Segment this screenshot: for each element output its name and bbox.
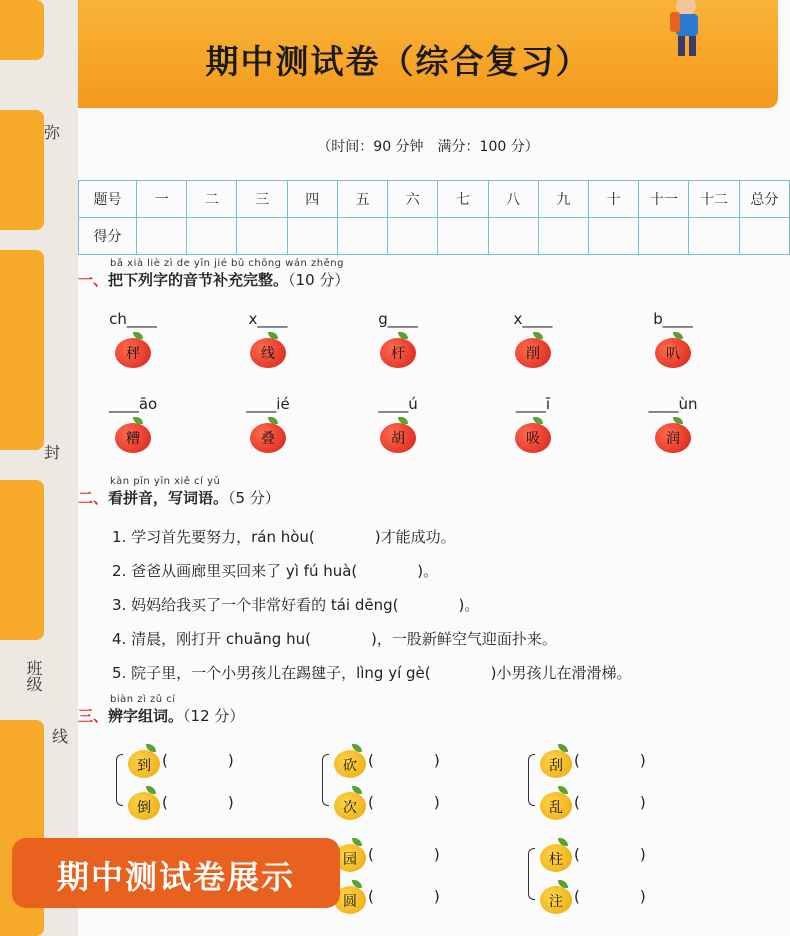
score-cell[interactable]	[488, 218, 538, 255]
answer-blank[interactable]: ( )	[162, 751, 234, 770]
word-pair	[538, 744, 646, 820]
question-line[interactable]: 5. 院子里，一个小男孩儿在踢毽子，lìng yí gè( )小男孩儿在滑滑梯。	[112, 664, 632, 682]
section-number: 三、	[78, 707, 109, 725]
list-item	[223, 395, 313, 457]
answer-blank[interactable]: ( )	[368, 887, 440, 906]
list-item	[353, 395, 443, 457]
answer-blank[interactable]: ( )	[368, 751, 440, 770]
score-cell[interactable]	[287, 218, 337, 255]
apple-char: 削	[526, 346, 540, 362]
page-title: 期中测试卷（综合复习）	[205, 42, 591, 81]
section-title	[78, 705, 244, 726]
list-item	[353, 310, 443, 372]
word-pair	[332, 838, 440, 914]
apple-char: 吸	[526, 431, 540, 447]
binding-label: 线	[52, 727, 69, 746]
pear-icon	[538, 880, 574, 914]
section-title-text: 把下列字的音节补充完整。	[108, 271, 289, 289]
section-title	[78, 269, 349, 290]
answer-blank[interactable]: ( )	[574, 887, 646, 906]
score-cell[interactable]	[739, 218, 789, 255]
pear-icon	[538, 786, 574, 820]
pear-char: 到	[137, 758, 151, 774]
pear-icon	[332, 744, 368, 778]
title-banner	[78, 0, 778, 108]
binding-label: 封	[44, 443, 61, 462]
boy-illustration-icon	[648, 0, 718, 60]
answer-blank[interactable]: ( )	[368, 845, 440, 864]
pinyin-blank[interactable]: ____ī	[515, 395, 551, 413]
exam-info: （时间：90 分钟 满分：100 分）	[317, 139, 539, 155]
question-line[interactable]: 2. 爸爸从画廊里买回来了 yì fú huà( )。	[112, 562, 439, 580]
pinyin-blank[interactable]: g____	[378, 310, 418, 328]
list-item	[628, 395, 718, 457]
promo-banner	[12, 838, 340, 908]
pinyin-blank[interactable]: ____ié	[246, 395, 290, 413]
binding-label: 弥	[44, 123, 61, 142]
brace-icon	[528, 754, 535, 806]
table-cell: 三	[237, 181, 287, 218]
section-number: 一、	[78, 271, 109, 289]
apple-char: 秤	[126, 346, 140, 362]
section-score: （5 分）	[228, 489, 280, 507]
apple-icon	[250, 334, 286, 368]
section-pinyin: biàn zì zǔ cí	[110, 694, 176, 705]
question-line[interactable]: 1. 学习首先要努力，rán hòu( )才能成功。	[112, 528, 456, 546]
score-cell[interactable]	[639, 218, 689, 255]
word-pair	[332, 744, 440, 820]
apple-icon	[115, 334, 151, 368]
score-cell[interactable]	[237, 218, 287, 255]
apple-char: 胡	[391, 431, 405, 447]
score-cell[interactable]	[388, 218, 438, 255]
apple-char: 润	[666, 431, 680, 447]
pinyin-blank[interactable]: ____āo	[108, 395, 158, 413]
pear-char: 圆	[343, 894, 357, 910]
list-item	[488, 395, 578, 457]
section-pinyin: bǎ xià liè zì de yīn jié bǔ chōng wán zhěng	[110, 258, 344, 269]
section-number: 二、	[78, 489, 109, 507]
apple-char: 杆	[391, 346, 405, 362]
apple-icon	[380, 419, 416, 453]
apple-char: 叭	[666, 346, 680, 362]
pinyin-blank[interactable]: x____	[248, 310, 288, 328]
apple-char: 线	[261, 346, 275, 362]
pear-char: 注	[549, 894, 563, 910]
brace-icon	[528, 848, 535, 900]
pinyin-blank[interactable]: ____ùn	[648, 395, 698, 413]
pear-char: 园	[343, 852, 357, 868]
binding-tab	[0, 0, 44, 60]
apple-icon	[250, 419, 286, 453]
table-cell: 七	[438, 181, 488, 218]
list-item	[488, 310, 578, 372]
section-3	[78, 694, 244, 726]
table-cell: 十二	[689, 181, 739, 218]
promo-banner-text: 期中测试卷展示	[56, 858, 295, 896]
pinyin-blank[interactable]: x____	[513, 310, 553, 328]
section-score: （12 分）	[183, 707, 245, 725]
answer-blank[interactable]: ( )	[162, 793, 234, 812]
score-cell[interactable]	[538, 218, 588, 255]
pear-char: 砍	[343, 758, 357, 774]
table-row	[79, 218, 790, 255]
section-title-text: 辨字组词。	[108, 707, 184, 725]
section-2	[78, 476, 280, 508]
question-line[interactable]: 3. 妈妈给我买了一个非常好看的 tái dēng( )。	[112, 596, 480, 614]
list-item	[628, 310, 718, 372]
table-cell: 总分	[739, 181, 789, 218]
question-line[interactable]: 4. 清晨，刚打开 chuāng hu( )，一股新鲜空气迎面扑来。	[112, 630, 557, 648]
binding-tab	[0, 110, 44, 230]
table-cell: 二	[187, 181, 237, 218]
apple-icon	[515, 419, 551, 453]
answer-blank[interactable]: ( )	[574, 751, 646, 770]
section-1	[78, 258, 349, 290]
apple-icon	[115, 419, 151, 453]
table-cell: 八	[488, 181, 538, 218]
apple-char: 叠	[261, 431, 275, 447]
answer-blank[interactable]: ( )	[574, 793, 646, 812]
table-cell: 得分	[79, 218, 137, 255]
apple-icon	[655, 334, 691, 368]
word-pair	[126, 744, 234, 820]
apple-char: 糟	[126, 431, 140, 447]
list-item	[88, 310, 178, 372]
binding-tab	[0, 480, 44, 640]
score-cell[interactable]	[337, 218, 387, 255]
table-cell: 十	[589, 181, 639, 218]
pear-char: 刮	[549, 758, 563, 774]
answer-blank[interactable]: ( )	[368, 793, 440, 812]
table-cell: 六	[388, 181, 438, 218]
pear-char: 乱	[549, 800, 563, 816]
score-cell[interactable]	[187, 218, 237, 255]
pinyin-blank[interactable]: b____	[653, 310, 693, 328]
table-cell: 九	[538, 181, 588, 218]
pear-icon	[332, 786, 368, 820]
table-row	[79, 181, 790, 218]
table-cell: 五	[337, 181, 387, 218]
section-title-text: 看拼音，写词语。	[108, 489, 229, 507]
answer-blank[interactable]: ( )	[574, 845, 646, 864]
pear-char: 倒	[137, 800, 151, 816]
apple-icon	[515, 334, 551, 368]
apple-icon	[380, 334, 416, 368]
word-pair	[538, 838, 646, 914]
table-cell: 十一	[639, 181, 689, 218]
score-cell[interactable]	[689, 218, 739, 255]
score-table	[78, 180, 790, 255]
list-item	[223, 310, 313, 372]
pear-icon	[538, 838, 574, 872]
binding-tab	[0, 250, 44, 450]
list-item	[88, 395, 178, 457]
binding-strip	[0, 0, 78, 936]
brace-icon	[322, 754, 329, 806]
exam-paper	[78, 0, 790, 936]
section-title	[78, 487, 280, 508]
pinyin-blank[interactable]: ____ú	[378, 395, 418, 413]
pear-icon	[538, 744, 574, 778]
pear-icon	[126, 744, 162, 778]
score-cell[interactable]	[137, 218, 187, 255]
score-cell[interactable]	[438, 218, 488, 255]
brace-icon	[116, 754, 123, 806]
score-cell[interactable]	[589, 218, 639, 255]
pear-char: 次	[343, 800, 357, 816]
pear-char: 柱	[549, 852, 563, 868]
pear-icon	[126, 786, 162, 820]
table-cell: 题号	[79, 181, 137, 218]
section-score: （10 分）	[288, 271, 350, 289]
section-pinyin: kàn pīn yīn xiě cí yǔ	[110, 476, 221, 487]
pinyin-blank[interactable]: ch____	[109, 310, 157, 328]
table-cell: 四	[287, 181, 337, 218]
table-cell: 一	[137, 181, 187, 218]
binding-label: 班级	[24, 660, 43, 692]
apple-icon	[655, 419, 691, 453]
